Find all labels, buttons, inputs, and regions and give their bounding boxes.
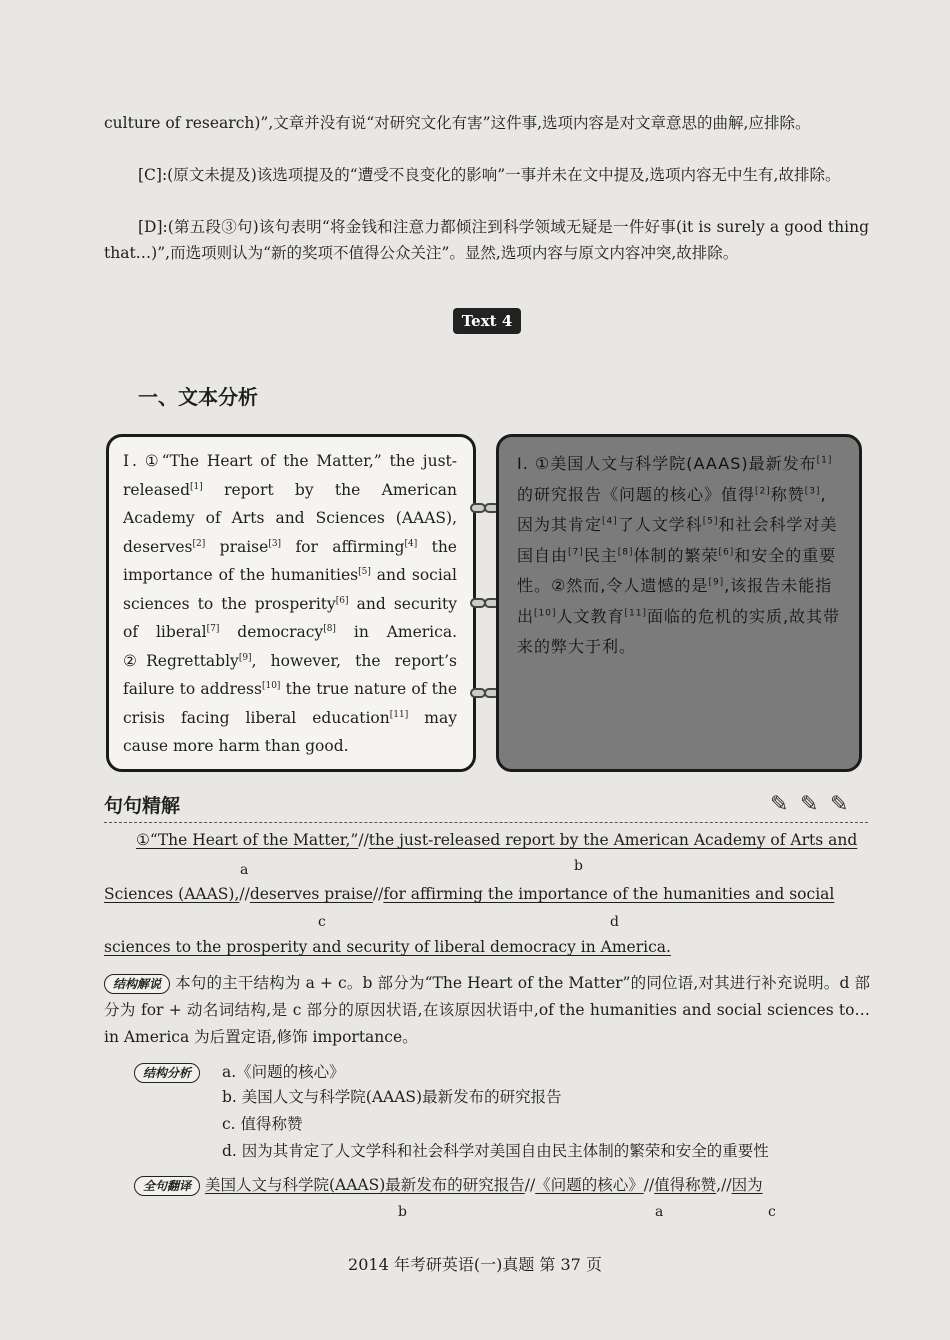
dashed-divider <box>104 822 868 823</box>
analysis-item-d: d. 因为其肯定了人文学科和社会科学对美国自由民主体制的繁荣和安全的重要性 <box>222 1142 769 1160</box>
sentence-line-1: ①“The Heart of the Matter,”//the just-released report by the American Academy of Arts and <box>136 831 858 849</box>
paragraph-option-b-end: culture of research)”,文章并没有说“对研究文化有害”这件事,选项内容是对文章意思的曲解,应排除。 <box>104 114 811 132</box>
sentence-line-3: sciences to the prosperity and security of liberal democracy in America. <box>104 938 671 956</box>
segment-b: the just-released report by the American Academy of Arts and <box>368 831 858 849</box>
section-title: 一、文本分析 <box>138 385 258 409</box>
label-a: a <box>240 862 249 878</box>
sentence-line-2: Sciences (AAAS),//deserves praise//for affirming the importance of the humanities and social <box>104 885 835 903</box>
structure-analysis-tag: 结构分析 <box>134 1063 200 1083</box>
translation-segment-a: 《问题的核心》 <box>535 1176 644 1194</box>
translation-label-a: a <box>655 1204 664 1220</box>
translation-label-b: b <box>398 1204 407 1220</box>
text4-badge: Text 4 <box>453 308 521 334</box>
translation-segment-b: 美国人文与科学院(AAAS)最新发布的研究报告 <box>204 1176 525 1194</box>
label-c: c <box>318 914 326 930</box>
segment-a: ①“The Heart of the Matter,” <box>136 831 359 849</box>
pencil-icon: ✎ <box>770 792 789 817</box>
segment-c: deserves praise <box>249 885 373 903</box>
translation-row: 全句翻译 美国人文与科学院(AAAS)最新发布的研究报告//《问题的核心》//值得称赞,//因为 <box>134 1172 763 1199</box>
analysis-item-a: a.《问题的核心》 <box>222 1063 345 1081</box>
label-d: d <box>610 914 619 930</box>
english-text-box: Ⅰ. ①“The Heart of the Matter,” the just-released[1] report by the American Academy of Arts and Sciences (AAAS), deserves[2] praise[3] for affirming[4] the importance of the humanities[5] and social sciences to the prosperity[6] and security of liberal[7] democracy[8] in America. ②Regrettably[9], however, the report’s failure to address[10] the true nature of the crisis facing liberal education[11] may cause more harm than good. <box>106 434 476 772</box>
structure-note: 结构解说 本句的主干结构为 a + c。b 部分为“The Heart of the Matter”的同位语,对其进行补充说明。d 部分为 for + 动名词结构,是 c 部分的原因状语,在该原因状语中,of the humanities and social sciences to…in America 为后置定语,修饰 importance。 <box>104 974 870 1046</box>
structure-analysis-tag-row <box>134 1059 200 1086</box>
label-b: b <box>574 858 583 874</box>
paragraph-option-c: [C]:(原文未提及)该选项提及的“遭受不良变化的影响”一事并未在文中提及,选项内容无中生有,故排除。 <box>138 166 841 184</box>
chinese-translation-box: Ⅰ. ①美国人文与科学院(AAAS)最新发布[1]的研究报告《问题的核心》值得[2]称赞[3],因为其肯定[4]了人文学科[5]和社会科学对美国自由[7]民主[8]体制的繁荣[6]和安全的重要性。②然而,令人遗憾的是[9],该报告未能指出[10]人文教育[11]面临的危机的实质,故其带来的弊大于利。 <box>496 434 862 772</box>
pencil-icon: ✎ <box>800 792 819 817</box>
translation-segment-d: 因为 <box>731 1176 763 1194</box>
paragraph-option-d: [D]:(第五段③句)该句表明“将金钱和注意力都倾注到科学领域无疑是一件好事(it is surely a good thing that…)”,而选项则认为“新的奖项不值得公众关注”。显然,选项内容与原文内容冲突,故排除。 <box>104 218 869 262</box>
subsection-title: 句句精解 <box>104 795 181 817</box>
segment-d: for affirming the importance of the humanities and social <box>383 885 835 903</box>
translation-segment-c: 值得称赞 <box>654 1176 717 1194</box>
translation-label-c: c <box>768 1204 776 1220</box>
analysis-item-b: b. 美国人文与科学院(AAAS)最新发布的研究报告 <box>222 1088 562 1106</box>
pencil-icon: ✎ <box>830 792 849 817</box>
page-footer: 2014 年考研英语(一)真题 第 37 页 <box>348 1255 602 1274</box>
translation-tag: 全句翻译 <box>134 1176 200 1196</box>
structure-note-tag: 结构解说 <box>104 974 170 994</box>
analysis-item-c: c. 值得称赞 <box>222 1115 303 1133</box>
